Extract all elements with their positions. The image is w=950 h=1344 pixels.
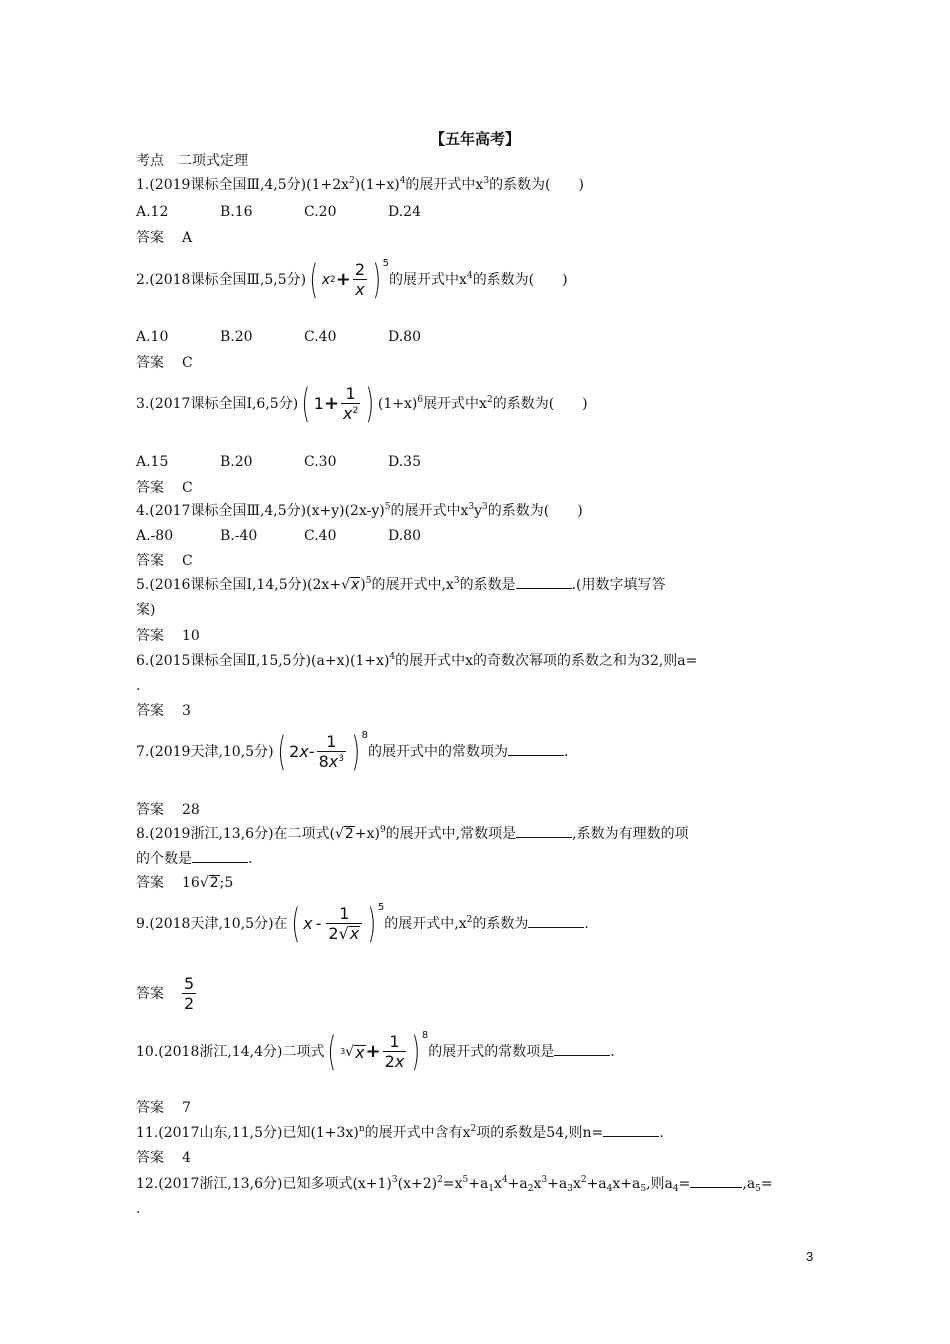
q12-exp: 5 [462, 1175, 469, 1185]
q1-exp: 4 [399, 176, 406, 186]
q2-exp: 4 [466, 271, 473, 281]
section-heading: 考点 二项式定理 [136, 153, 248, 169]
q2-expression: ( x 2 + $\frac{2}{x}$ ) 5 [306, 258, 389, 302]
answer-blank [516, 825, 572, 838]
q10-text: 的展开式的常数项是 [428, 1044, 555, 1060]
answer-label: 答案 [136, 875, 164, 891]
question-12 [136, 1175, 773, 1193]
q10-text: 10.(2018浙江,14,4分)二项式 [136, 1044, 325, 1060]
answer-label: 答案 [136, 1100, 164, 1116]
q5-text: ) [360, 577, 366, 593]
q12-text: +a [507, 1176, 528, 1192]
option: C.40 [304, 528, 337, 544]
option: D.24 [388, 204, 421, 220]
sqrt-icon: √ [199, 875, 209, 891]
numerator: 1 [339, 904, 350, 923]
option: A.10 [136, 329, 169, 345]
page-title: 【五年高考】 [429, 130, 520, 148]
answer-blank [508, 743, 564, 756]
q9-text: 9.(2018天津,10,5分)在 [136, 916, 288, 932]
q3-exp: 6 [417, 395, 424, 405]
answer-label: 答案 [136, 230, 164, 246]
q12-sub: 2 [527, 1184, 534, 1194]
option: B.20 [220, 329, 253, 345]
q1-text: 1.(2019课标全国Ⅲ,4,5分)(1+2x [136, 177, 350, 193]
q8-text: ,系数为有理数的项 [572, 826, 689, 842]
q12-text: (x+2) [397, 1176, 438, 1192]
math-var: x [321, 272, 331, 288]
question-10 [136, 1030, 615, 1074]
question-2 [136, 258, 568, 302]
math-var: x [343, 404, 353, 423]
q2-answer [136, 354, 193, 372]
sqrt-icon: √ [338, 924, 349, 943]
option: C.40 [304, 329, 337, 345]
fraction [317, 733, 346, 771]
q9-exp: 2 [466, 915, 473, 925]
answer-blank [554, 1043, 610, 1056]
q12-sub: 5 [640, 1184, 647, 1194]
answer-value: 7 [182, 1100, 191, 1116]
q2-text: 2.(2018课标全国Ⅲ,5,5分) [136, 272, 307, 288]
q4-exp: 3 [468, 502, 475, 512]
q7-text: . [563, 744, 569, 760]
answer-value: A [182, 230, 193, 246]
answer-blank [516, 576, 572, 589]
numerator: 1 [326, 732, 337, 751]
q4-answer [136, 552, 193, 570]
option: C.30 [304, 454, 337, 470]
q12-text: = [760, 1176, 773, 1192]
math-op: + [323, 393, 340, 414]
denominator [341, 403, 360, 423]
option: D.80 [388, 528, 421, 544]
math-exp: 3 [338, 754, 344, 764]
q8-text: 8.(2019浙江,13,6分)在二项式( [136, 826, 335, 842]
denominator: 2 [184, 994, 195, 1013]
q3-text: 展开式中x [423, 396, 487, 412]
math-exp: 5 [377, 902, 385, 913]
q4-text: 的展开式中x [390, 503, 469, 519]
sqrt-icon: √ [341, 577, 350, 593]
answer-blank [603, 1124, 659, 1137]
q6-answer [136, 702, 191, 720]
math-op: + [335, 269, 351, 290]
q12-text: 12.(2017浙江,13,6分)已知多项式(x+1) [136, 1176, 392, 1192]
q5-exp: 5 [365, 576, 372, 586]
answer-value: C [182, 355, 193, 371]
denominator [317, 751, 346, 771]
q8-text: 的个数是 [136, 851, 192, 867]
denominator: x [355, 280, 365, 299]
math-var: x [328, 752, 339, 771]
question-8 [136, 825, 689, 843]
q12-text: ,a [742, 1176, 756, 1192]
q5-text: 的展开式中,x [371, 577, 454, 593]
q3-text: 3.(2017课标全国Ⅰ,6,5分) [136, 396, 299, 412]
q9-text: . [584, 916, 589, 932]
q3-text: 的系数为( ) [492, 396, 588, 412]
sqrt-icon: √ [335, 826, 344, 842]
math-exp: 5 [382, 258, 390, 269]
q5-text: 的系数是 [459, 577, 516, 593]
math-op: - [308, 742, 315, 761]
answer-value: C [182, 480, 193, 496]
q8-text: . [248, 851, 253, 867]
q6-text: . [136, 678, 141, 694]
q4-text: 4.(2017课标全国Ⅲ,4,5分)(x+y)(2x-y) [136, 503, 385, 519]
q11-text: . [659, 1125, 664, 1141]
q2-text: 的系数为( ) [472, 272, 568, 288]
question-9 [136, 902, 589, 946]
q12-text: . [136, 1201, 141, 1217]
q4-exp: 5 [384, 502, 391, 512]
q5-exp: 3 [453, 576, 460, 586]
answer-label: 答案 [136, 986, 164, 1002]
option: D.35 [388, 454, 421, 470]
q12-sub: 3 [567, 1184, 573, 1194]
q12-text: x+a [612, 1176, 641, 1192]
math-var: x [394, 1052, 405, 1071]
question-6 [136, 652, 697, 670]
q2-options [136, 328, 472, 346]
q1-answer [136, 229, 192, 247]
answer-label: 答案 [136, 553, 164, 569]
q8-exp: 9 [379, 825, 386, 835]
math-num: 2 [328, 924, 339, 943]
fraction [341, 385, 360, 423]
q12-sub: 4 [672, 1184, 679, 1194]
math-num: 1 [313, 394, 324, 413]
option: B.-40 [220, 528, 258, 544]
option: B.16 [220, 204, 253, 220]
answer-value: 16 [182, 875, 200, 891]
q9-text: 的系数为 [472, 916, 529, 932]
q12-text: = [678, 1176, 691, 1192]
math-exp: 8 [361, 730, 368, 741]
q12-exp: 2 [437, 1175, 443, 1185]
math-op: + [365, 1041, 381, 1062]
q12-sub: 4 [606, 1184, 613, 1194]
option: A.12 [136, 204, 169, 220]
q7-text: 7.(2019天津,10,5分) [136, 744, 274, 760]
q12-text: =x [442, 1176, 463, 1192]
q11-exp: 2 [470, 1124, 477, 1134]
q7-text: 的展开式中的常数项为 [367, 744, 508, 760]
answer-blank [528, 915, 584, 928]
option: C.20 [304, 204, 337, 220]
numerator: 5 [184, 974, 195, 993]
q9-text: 的展开式中,x [384, 916, 467, 932]
q1-exp: 3 [483, 176, 490, 186]
answer-label: 答案 [136, 703, 164, 719]
radicand: x [349, 924, 360, 943]
q12-exp: 2 [580, 1175, 587, 1185]
q1-text: )(1+x) [354, 177, 400, 193]
q12-text: +a [586, 1176, 607, 1192]
fraction [326, 905, 362, 943]
answer-label: 答案 [136, 355, 164, 371]
fraction [383, 1033, 407, 1071]
q4-exp: 3 [482, 502, 488, 512]
q7-answer [136, 801, 200, 819]
numerator: 2 [354, 260, 366, 279]
q12-text: +a [547, 1176, 568, 1192]
math-num: 2 [384, 1052, 395, 1071]
q3-exp: 2 [486, 395, 493, 405]
question-1 [136, 176, 584, 194]
q12-text: x [494, 1176, 502, 1192]
sqrt-icon: √ [345, 1044, 355, 1060]
answer-fraction [182, 975, 196, 1013]
numerator: 1 [345, 384, 356, 403]
q11-text: 11.(2017山东,11,5分)已知(1+3x) [136, 1125, 359, 1141]
q12-text: x [533, 1176, 542, 1192]
q1-options [136, 203, 472, 221]
q7-expression: ( 2 x - $\frac{1}{8x^3}$ ) 8 [274, 730, 368, 774]
question-8-cont [136, 850, 252, 868]
answer-value: ;5 [219, 875, 234, 891]
q4-options [136, 527, 472, 545]
q10-answer [136, 1099, 191, 1117]
q1-exp: 2 [349, 176, 355, 186]
answer-value: 28 [182, 802, 200, 818]
question-4 [136, 502, 583, 520]
q1-text: 的展开式中x [405, 177, 484, 193]
q12-exp: 3 [541, 1175, 548, 1185]
q1-text: 的系数为( ) [489, 177, 584, 193]
q4-text: y [474, 503, 483, 519]
answer-label: 答案 [136, 628, 164, 644]
answer-label: 答案 [136, 802, 164, 818]
q9-expression: ( x - $\frac{1}{2√x}$ ) 5 [288, 902, 385, 946]
question-3 [136, 382, 588, 426]
math-var: x [299, 742, 309, 761]
q12-text: ,则a [646, 1176, 673, 1192]
math-num: 2 [289, 742, 300, 761]
math-exp: 2 [352, 406, 359, 416]
q8-text: +x) [354, 826, 380, 842]
q5-text: .(用数字填写答 [571, 577, 666, 593]
q12-sub: 5 [755, 1184, 761, 1194]
radicand: x [355, 1042, 365, 1062]
question-7 [136, 730, 568, 774]
math-var: x [303, 914, 313, 933]
math-num: 8 [318, 752, 329, 771]
q6-text: 的展开式中x的奇数次幂项的系数之和为32,则a= [395, 653, 698, 669]
q12-text: +a [468, 1176, 489, 1192]
q12-text: x [572, 1176, 581, 1192]
q5-text: 案) [136, 602, 156, 618]
q2-text: 的展开式中x [389, 272, 467, 288]
answer-blank [690, 1175, 742, 1188]
math-exp: 8 [421, 1030, 429, 1041]
answer-label: 答案 [136, 480, 164, 496]
q8-answer [136, 874, 233, 892]
q9-answer [136, 972, 198, 1016]
fraction [353, 261, 367, 299]
q6-exp: 4 [389, 652, 396, 662]
radicand: x [350, 577, 360, 593]
q12-exp: 4 [501, 1175, 508, 1185]
q8-text: 的展开式中,常数项是 [385, 826, 517, 842]
numerator: 1 [389, 1032, 400, 1051]
answer-value: 10 [182, 628, 200, 644]
q4-text: 的系数为( ) [487, 503, 583, 519]
q12-exp: 3 [391, 1175, 398, 1185]
answer-label: 答案 [136, 1150, 164, 1166]
answer-value: C [182, 553, 193, 569]
option: A.15 [136, 454, 169, 470]
q3-text: (1+x) [377, 396, 418, 412]
q3-options [136, 453, 472, 471]
q5-text: 5.(2016课标全国Ⅰ,14,5分)(2x+ [136, 577, 342, 593]
denominator [326, 923, 362, 943]
answer-value: 3 [182, 703, 191, 719]
q11-exp: n [358, 1124, 365, 1134]
q12-sub: 1 [488, 1184, 495, 1194]
q6-text: 6.(2015课标全国Ⅱ,15,5分)(a+x)(1+x) [136, 653, 390, 669]
radicand: 2 [344, 826, 354, 842]
option: B.20 [220, 454, 253, 470]
q10-text: . [610, 1044, 615, 1060]
answer-value: 4 [182, 1150, 191, 1166]
q11-answer [136, 1149, 191, 1167]
q3-answer [136, 479, 193, 497]
q11-text: 的展开式中含有x [364, 1125, 471, 1141]
q10-expression: ( 3 √ x + $\frac{1}{2x}$ ) 8 [324, 1030, 428, 1074]
radicand: 2 [209, 875, 219, 891]
math-op: - [315, 914, 322, 933]
q5-answer [136, 627, 200, 645]
question-5 [136, 576, 666, 594]
q11-text: 项的系数是54,则n= [476, 1125, 604, 1141]
page-number: 3 [806, 1249, 814, 1264]
q3-expression: ( 1 + $\frac{1}{x^2}$ ) [301, 381, 375, 427]
denominator [383, 1051, 407, 1071]
answer-blank [192, 850, 248, 863]
option: D.80 [388, 329, 421, 345]
option: A.-80 [136, 528, 174, 544]
question-11 [136, 1124, 664, 1142]
